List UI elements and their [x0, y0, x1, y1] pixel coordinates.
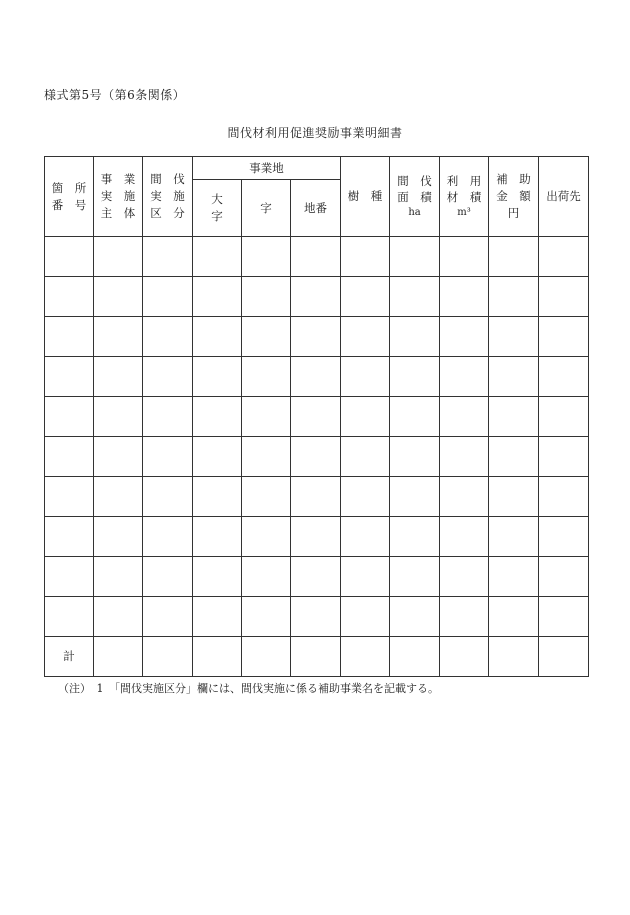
table-cell[interactable]: [94, 317, 143, 357]
table-cell[interactable]: [242, 597, 291, 637]
table-cell[interactable]: [291, 477, 341, 517]
table-cell[interactable]: [45, 277, 94, 317]
table-cell[interactable]: [390, 317, 440, 357]
header-operator: 事 業 実 施 主 体: [94, 157, 143, 237]
table-cell[interactable]: [45, 477, 94, 517]
table-cell[interactable]: [390, 277, 440, 317]
table-row: [45, 277, 589, 317]
table-cell[interactable]: [390, 557, 440, 597]
total-cell[interactable]: [143, 637, 193, 677]
table-cell[interactable]: [440, 317, 489, 357]
table-cell[interactable]: [440, 357, 489, 397]
header-timber-volume: 利 用 材 積 m³: [440, 157, 489, 237]
table-cell[interactable]: [539, 237, 589, 277]
table-cell[interactable]: [193, 597, 242, 637]
table-cell[interactable]: [291, 557, 341, 597]
table-cell[interactable]: [143, 237, 193, 277]
table-cell[interactable]: [341, 477, 390, 517]
table-cell[interactable]: [390, 597, 440, 637]
table-cell[interactable]: [94, 397, 143, 437]
table-cell[interactable]: [390, 397, 440, 437]
table-cell[interactable]: [45, 557, 94, 597]
table-cell[interactable]: [291, 357, 341, 397]
header-thinning-category: 間 伐 実 施 区 分: [143, 157, 193, 237]
header-thinning-area: 間 伐 面 積 ha: [390, 157, 440, 237]
table-cell[interactable]: [193, 357, 242, 397]
table-cell[interactable]: [45, 317, 94, 357]
table-row: [45, 357, 589, 397]
total-cell[interactable]: [193, 637, 242, 677]
table-cell[interactable]: [94, 557, 143, 597]
table-cell[interactable]: [539, 277, 589, 317]
table-cell[interactable]: [242, 517, 291, 557]
table-cell[interactable]: [143, 397, 193, 437]
table-cell[interactable]: [341, 397, 390, 437]
table-cell[interactable]: [539, 437, 589, 477]
table-cell[interactable]: [489, 437, 539, 477]
table-cell[interactable]: [489, 237, 539, 277]
total-cell[interactable]: [341, 637, 390, 677]
total-cell[interactable]: [440, 637, 489, 677]
total-row: [45, 637, 589, 677]
table-cell[interactable]: [390, 237, 440, 277]
table-cell[interactable]: [242, 317, 291, 357]
table-cell[interactable]: [45, 397, 94, 437]
header-tree-species: 樹 種: [341, 157, 390, 237]
table-cell[interactable]: [193, 437, 242, 477]
ledger-table: [44, 156, 589, 677]
table-cell[interactable]: [291, 437, 341, 477]
table-cell[interactable]: [193, 557, 242, 597]
table-cell[interactable]: [341, 597, 390, 637]
header-oaza: 大 字: [193, 180, 242, 237]
table-cell[interactable]: [45, 237, 94, 277]
total-cell[interactable]: [94, 637, 143, 677]
table-cell[interactable]: [341, 357, 390, 397]
table-cell[interactable]: [242, 237, 291, 277]
table-cell[interactable]: [539, 357, 589, 397]
table-cell[interactable]: [94, 517, 143, 557]
header-subsidy-amount: 補 助 金 額 円: [489, 157, 539, 237]
table-cell[interactable]: [539, 517, 589, 557]
table-row: [45, 237, 589, 277]
table-cell[interactable]: [143, 597, 193, 637]
table-cell[interactable]: [94, 277, 143, 317]
table-cell[interactable]: [341, 237, 390, 277]
table-cell[interactable]: [291, 597, 341, 637]
table-cell[interactable]: [193, 397, 242, 437]
table-cell[interactable]: [45, 517, 94, 557]
total-cell[interactable]: [390, 637, 440, 677]
table-cell[interactable]: [291, 277, 341, 317]
table-cell[interactable]: [539, 397, 589, 437]
table-cell[interactable]: [143, 557, 193, 597]
table-cell[interactable]: [341, 317, 390, 357]
table-cell[interactable]: [291, 397, 341, 437]
table-cell[interactable]: [440, 397, 489, 437]
table-cell[interactable]: [440, 517, 489, 557]
table-cell[interactable]: [143, 437, 193, 477]
table-cell[interactable]: [489, 477, 539, 517]
table-cell[interactable]: [539, 317, 589, 357]
table-row: [45, 437, 589, 477]
table-cell[interactable]: [489, 397, 539, 437]
table-cell[interactable]: [94, 357, 143, 397]
table-cell[interactable]: [45, 357, 94, 397]
table-cell[interactable]: [440, 277, 489, 317]
table-row: [45, 557, 589, 597]
table-cell[interactable]: [440, 437, 489, 477]
table-cell[interactable]: [440, 477, 489, 517]
total-cell[interactable]: [489, 637, 539, 677]
table-cell[interactable]: [341, 557, 390, 597]
header-destination: 出荷先: [539, 157, 589, 237]
table-cell[interactable]: [242, 397, 291, 437]
table-cell[interactable]: [143, 517, 193, 557]
table-cell[interactable]: [242, 357, 291, 397]
table-cell[interactable]: [341, 277, 390, 317]
table-cell[interactable]: [94, 477, 143, 517]
header-aza: 字: [242, 180, 291, 237]
table-cell[interactable]: [143, 317, 193, 357]
table-cell[interactable]: [242, 557, 291, 597]
table-cell[interactable]: [440, 597, 489, 637]
table-cell[interactable]: [143, 477, 193, 517]
header-business-site: 事業地: [193, 157, 341, 180]
table-cell[interactable]: [341, 517, 390, 557]
table-cell[interactable]: [341, 437, 390, 477]
table-cell[interactable]: [143, 277, 193, 317]
table-cell[interactable]: [390, 477, 440, 517]
table-cell[interactable]: [440, 237, 489, 277]
table-cell[interactable]: [143, 357, 193, 397]
table-cell[interactable]: [45, 437, 94, 477]
table-cell[interactable]: [193, 517, 242, 557]
ledger-body: [45, 237, 589, 637]
table-cell[interactable]: [291, 517, 341, 557]
document-title: 間伐材利用促進奨励事業明細書: [227, 126, 403, 140]
table-cell[interactable]: [539, 597, 589, 637]
total-cell[interactable]: [539, 637, 589, 677]
table-cell[interactable]: [489, 517, 539, 557]
table-cell[interactable]: [242, 477, 291, 517]
total-cell[interactable]: [242, 637, 291, 677]
table-cell[interactable]: [94, 437, 143, 477]
table-row: [45, 397, 589, 437]
table-cell[interactable]: [94, 597, 143, 637]
table-cell[interactable]: [193, 317, 242, 357]
table-cell[interactable]: [291, 237, 341, 277]
header-lot-number: 地番: [291, 180, 341, 237]
table-cell[interactable]: [193, 277, 242, 317]
total-label: 計: [45, 637, 94, 677]
footnote: （注） 1 「間伐実施区分」欄には、間伐実施に係る補助事業名を記載する。: [58, 682, 439, 695]
table-cell[interactable]: [489, 357, 539, 397]
table-cell[interactable]: [539, 477, 589, 517]
table-row: [45, 317, 589, 357]
table-cell[interactable]: [242, 437, 291, 477]
table-cell[interactable]: [94, 237, 143, 277]
table-row: [45, 517, 589, 557]
table-cell[interactable]: [291, 317, 341, 357]
table-cell[interactable]: [390, 517, 440, 557]
header-location-no: 箇 所 番 号: [45, 157, 94, 237]
form-number: 様式第5号（第6条関係）: [44, 88, 186, 102]
table-cell[interactable]: [45, 597, 94, 637]
table-row: [45, 597, 589, 637]
table-cell[interactable]: [242, 277, 291, 317]
table-row: [45, 477, 589, 517]
table-cell[interactable]: [489, 317, 539, 357]
table-cell[interactable]: [193, 477, 242, 517]
table-cell[interactable]: [390, 357, 440, 397]
table-cell[interactable]: [489, 597, 539, 637]
table-cell[interactable]: [193, 237, 242, 277]
total-cell[interactable]: [291, 637, 341, 677]
table-cell[interactable]: [440, 557, 489, 597]
table-cell[interactable]: [489, 557, 539, 597]
table-cell[interactable]: [489, 277, 539, 317]
table-cell[interactable]: [539, 557, 589, 597]
table-cell[interactable]: [390, 437, 440, 477]
